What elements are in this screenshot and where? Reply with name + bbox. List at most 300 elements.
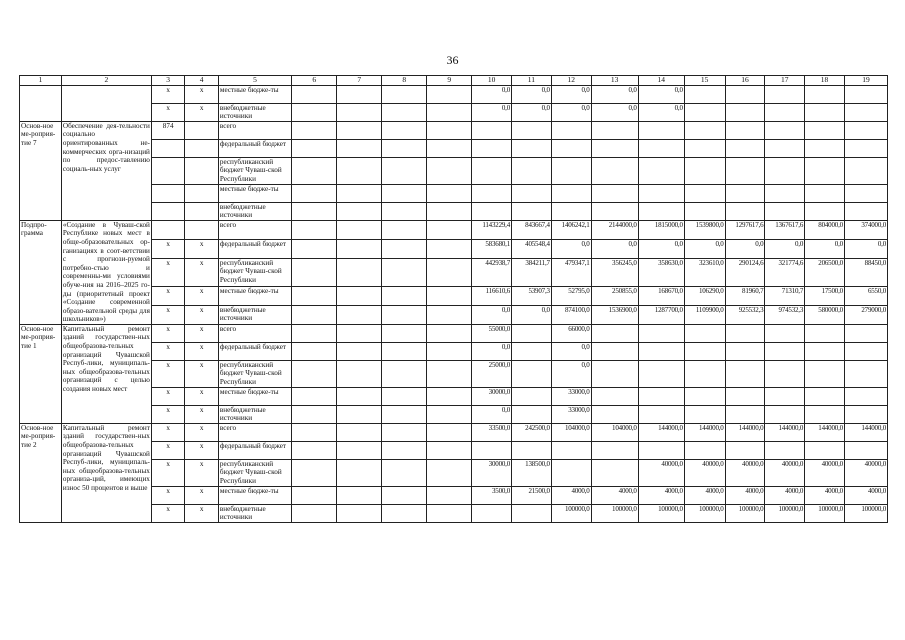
value-cell: 0,0 bbox=[638, 85, 684, 103]
column-header: 2 bbox=[61, 76, 151, 86]
funding-source: федеральный бюджет bbox=[218, 342, 291, 360]
value-cell bbox=[472, 157, 512, 184]
value-cell: 6550,0 bbox=[844, 286, 887, 305]
value-cell bbox=[427, 239, 472, 258]
column-header: 6 bbox=[292, 76, 337, 86]
value-cell bbox=[512, 405, 552, 423]
value-cell bbox=[292, 239, 337, 258]
code-cell: х bbox=[151, 342, 185, 360]
table-row bbox=[20, 324, 888, 342]
value-cell bbox=[512, 387, 552, 405]
value-cell bbox=[684, 342, 725, 360]
value-cell: 116610,6 bbox=[472, 286, 512, 305]
value-cell: 81960,7 bbox=[725, 286, 765, 305]
value-cell: 33000,0 bbox=[551, 405, 591, 423]
value-cell bbox=[292, 486, 337, 504]
funding-source: внебюджетные источники bbox=[218, 202, 291, 220]
value-cell: 40000,0 bbox=[638, 459, 684, 486]
funding-source: местные бюдже-ты bbox=[218, 387, 291, 405]
code-cell bbox=[151, 184, 185, 202]
value-cell bbox=[292, 360, 337, 387]
code-cell: х bbox=[185, 504, 219, 522]
value-cell bbox=[337, 139, 382, 157]
column-header: 4 bbox=[185, 76, 219, 86]
value-cell bbox=[382, 504, 427, 522]
column-header: 18 bbox=[805, 76, 845, 86]
value-cell bbox=[292, 423, 337, 441]
code-cell bbox=[185, 202, 219, 220]
value-cell: 0,0 bbox=[472, 405, 512, 423]
value-cell bbox=[337, 459, 382, 486]
value-cell bbox=[725, 121, 765, 139]
value-cell bbox=[805, 157, 845, 184]
value-cell: 100000,0 bbox=[844, 504, 887, 522]
column-header: 8 bbox=[382, 76, 427, 86]
value-cell bbox=[551, 157, 591, 184]
column-header: 12 bbox=[551, 76, 591, 86]
value-cell: 55000,0 bbox=[472, 324, 512, 342]
value-cell bbox=[337, 103, 382, 121]
value-cell bbox=[382, 157, 427, 184]
value-cell bbox=[551, 121, 591, 139]
value-cell bbox=[591, 157, 638, 184]
value-cell: 0,0 bbox=[472, 342, 512, 360]
code-cell: х bbox=[185, 459, 219, 486]
code-cell: х bbox=[151, 486, 185, 504]
value-cell: 88450,0 bbox=[844, 258, 887, 286]
program-description: «Создание в Чуваш-ской Республике новых мест в обще-образовательных ор-ганизациях в соот-ветствии с прогнози-руемой потребно-стью и современны-ми условиями обуче-ния на 2016–2025 го-ды (приоритетный проект «Создание современной образо-вательной среды для школьников») bbox=[62, 220, 150, 324]
funding-source: местные бюдже-ты bbox=[218, 486, 291, 504]
value-cell bbox=[638, 360, 684, 387]
value-cell bbox=[844, 85, 887, 103]
funding-source: федеральный бюджет bbox=[218, 139, 291, 157]
value-cell bbox=[337, 441, 382, 459]
value-cell: 242500,0 bbox=[512, 423, 552, 441]
program-description: Обеспечение дея-тельности социально ориентированных не-коммерческих орга-низаций по предос-тавлению социаль-ных услуг bbox=[61, 121, 151, 220]
value-cell: 0,0 bbox=[638, 103, 684, 121]
code-cell bbox=[185, 157, 219, 184]
value-cell bbox=[382, 441, 427, 459]
value-cell bbox=[337, 121, 382, 139]
value-cell bbox=[292, 324, 337, 342]
value-cell bbox=[472, 139, 512, 157]
code-cell: х bbox=[151, 286, 185, 305]
value-cell bbox=[337, 423, 382, 441]
value-cell: 144000,0 bbox=[844, 423, 887, 441]
value-cell bbox=[292, 258, 337, 286]
value-cell bbox=[427, 220, 472, 239]
program-label: Основ-ное ме-роприя-тие 7 bbox=[20, 121, 62, 220]
value-cell bbox=[684, 324, 725, 342]
value-cell bbox=[684, 184, 725, 202]
funding-source: местные бюдже-ты bbox=[218, 286, 291, 305]
value-cell bbox=[725, 139, 765, 157]
value-cell bbox=[512, 184, 552, 202]
value-cell bbox=[765, 202, 805, 220]
value-cell bbox=[725, 184, 765, 202]
value-cell bbox=[591, 441, 638, 459]
funding-source: республиканский бюджет Чуваш-ской Республики bbox=[218, 258, 291, 286]
value-cell bbox=[512, 342, 552, 360]
value-cell: 0,0 bbox=[844, 239, 887, 258]
value-cell bbox=[427, 157, 472, 184]
column-header: 7 bbox=[337, 76, 382, 86]
value-cell bbox=[591, 459, 638, 486]
value-cell: 4000,0 bbox=[638, 486, 684, 504]
code-cell: х bbox=[151, 360, 185, 387]
value-cell bbox=[725, 405, 765, 423]
value-cell bbox=[292, 220, 337, 239]
value-cell bbox=[638, 387, 684, 405]
value-cell bbox=[805, 387, 845, 405]
value-cell bbox=[512, 157, 552, 184]
funding-source: федеральный бюджет bbox=[218, 441, 291, 459]
value-cell bbox=[591, 405, 638, 423]
value-cell bbox=[292, 121, 337, 139]
value-cell: 25000,0 bbox=[472, 360, 512, 387]
value-cell: 0,0 bbox=[551, 342, 591, 360]
value-cell bbox=[551, 459, 591, 486]
code-cell: х bbox=[151, 258, 185, 286]
code-cell: х bbox=[185, 423, 219, 441]
value-cell bbox=[512, 202, 552, 220]
value-cell bbox=[684, 121, 725, 139]
funding-source: внебюджетные источники bbox=[218, 305, 291, 324]
value-cell: 4000,0 bbox=[844, 486, 887, 504]
value-cell: 0,0 bbox=[512, 103, 552, 121]
value-cell bbox=[382, 103, 427, 121]
value-cell bbox=[427, 184, 472, 202]
value-cell bbox=[337, 324, 382, 342]
value-cell: 168670,0 bbox=[638, 286, 684, 305]
value-cell: 21500,0 bbox=[512, 486, 552, 504]
value-cell bbox=[472, 184, 512, 202]
value-cell: 144000,0 bbox=[805, 423, 845, 441]
value-cell: 804000,0 bbox=[805, 220, 845, 239]
value-cell bbox=[512, 324, 552, 342]
value-cell bbox=[382, 139, 427, 157]
code-cell: х bbox=[185, 85, 219, 103]
value-cell bbox=[805, 85, 845, 103]
value-cell: 0,0 bbox=[512, 305, 552, 324]
column-header: 13 bbox=[591, 76, 638, 86]
value-cell bbox=[638, 342, 684, 360]
value-cell bbox=[638, 405, 684, 423]
value-cell bbox=[337, 305, 382, 324]
value-cell bbox=[805, 360, 845, 387]
value-cell bbox=[725, 387, 765, 405]
value-cell bbox=[591, 342, 638, 360]
value-cell: 100000,0 bbox=[725, 504, 765, 522]
value-cell: 4000,0 bbox=[805, 486, 845, 504]
value-cell bbox=[337, 184, 382, 202]
code-cell bbox=[185, 184, 219, 202]
value-cell: 138500,0 bbox=[512, 459, 552, 486]
value-cell bbox=[844, 324, 887, 342]
value-cell bbox=[427, 324, 472, 342]
program-description bbox=[61, 85, 151, 121]
value-cell bbox=[725, 157, 765, 184]
value-cell bbox=[472, 504, 512, 522]
code-cell: х bbox=[151, 423, 185, 441]
value-cell: 1815000,0 bbox=[638, 220, 684, 239]
value-cell bbox=[427, 441, 472, 459]
value-cell bbox=[725, 324, 765, 342]
value-cell bbox=[382, 342, 427, 360]
code-cell: х bbox=[185, 441, 219, 459]
value-cell bbox=[427, 202, 472, 220]
column-header: 19 bbox=[844, 76, 887, 86]
value-cell bbox=[337, 202, 382, 220]
value-cell: 33000,0 bbox=[551, 387, 591, 405]
code-cell bbox=[151, 139, 185, 157]
funding-source: местные бюдже-ты bbox=[218, 85, 291, 103]
value-cell bbox=[765, 157, 805, 184]
program-label: Подпро-грамма bbox=[20, 220, 62, 324]
value-cell bbox=[844, 405, 887, 423]
value-cell bbox=[638, 441, 684, 459]
funding-source: всего bbox=[218, 423, 291, 441]
value-cell bbox=[382, 121, 427, 139]
value-cell bbox=[765, 121, 805, 139]
value-cell: 250855,0 bbox=[591, 286, 638, 305]
value-cell: 206500,0 bbox=[805, 258, 845, 286]
value-cell: 405548,4 bbox=[512, 239, 552, 258]
value-cell bbox=[427, 387, 472, 405]
value-cell bbox=[844, 387, 887, 405]
value-cell bbox=[382, 184, 427, 202]
value-cell: 104000,0 bbox=[591, 423, 638, 441]
value-cell bbox=[337, 85, 382, 103]
code-cell: х bbox=[185, 103, 219, 121]
value-cell: 40000,0 bbox=[684, 459, 725, 486]
value-cell bbox=[512, 504, 552, 522]
funding-source: всего bbox=[218, 121, 291, 139]
value-cell bbox=[472, 441, 512, 459]
value-cell bbox=[337, 220, 382, 239]
value-cell bbox=[805, 342, 845, 360]
value-cell bbox=[684, 360, 725, 387]
value-cell bbox=[382, 85, 427, 103]
value-cell bbox=[512, 360, 552, 387]
value-cell: 843667,4 bbox=[512, 220, 552, 239]
value-cell: 40000,0 bbox=[765, 459, 805, 486]
table-row bbox=[20, 85, 888, 103]
code-cell: 874 bbox=[151, 121, 185, 139]
value-cell bbox=[292, 387, 337, 405]
code-cell: х bbox=[185, 387, 219, 405]
value-cell bbox=[765, 405, 805, 423]
value-cell: 1143229,4 bbox=[472, 220, 512, 239]
program-label: Основ-ное ме-роприя-тие 1 bbox=[20, 324, 62, 423]
code-cell: х bbox=[151, 441, 185, 459]
value-cell: 1109900,0 bbox=[684, 305, 725, 324]
value-cell bbox=[292, 459, 337, 486]
value-cell bbox=[427, 121, 472, 139]
funding-source: республиканский бюджет Чуваш-ской Республики bbox=[218, 157, 291, 184]
value-cell bbox=[292, 441, 337, 459]
value-cell bbox=[725, 342, 765, 360]
funding-source: внебюджетные источники bbox=[218, 103, 291, 121]
program-description: Капитальный ремонт зданий государствен-ных общеобразова-тельных организаций Чувашской Респуб-лики, муниципаль-ных общеобразова-тельных организа-ций, имеющих износ 50 процентов и выше bbox=[61, 423, 151, 522]
page-number: 36 bbox=[446, 53, 459, 67]
value-cell: 4000,0 bbox=[765, 486, 805, 504]
value-cell: 479347,1 bbox=[551, 258, 591, 286]
value-cell bbox=[684, 103, 725, 121]
value-cell bbox=[427, 423, 472, 441]
funding-source: всего bbox=[218, 324, 291, 342]
value-cell: 33500,0 bbox=[472, 423, 512, 441]
value-cell bbox=[337, 239, 382, 258]
value-cell: 583680,1 bbox=[472, 239, 512, 258]
value-cell bbox=[805, 202, 845, 220]
funding-source: местные бюдже-ты bbox=[218, 184, 291, 202]
value-cell: 0,0 bbox=[551, 85, 591, 103]
value-cell bbox=[765, 387, 805, 405]
value-cell: 0,0 bbox=[684, 239, 725, 258]
value-cell bbox=[382, 387, 427, 405]
value-cell bbox=[337, 405, 382, 423]
value-cell bbox=[292, 85, 337, 103]
value-cell: 374000,0 bbox=[844, 220, 887, 239]
table-row bbox=[20, 423, 888, 441]
value-cell bbox=[427, 342, 472, 360]
value-cell bbox=[765, 324, 805, 342]
column-header: 9 bbox=[427, 76, 472, 86]
value-cell bbox=[427, 405, 472, 423]
value-cell bbox=[427, 459, 472, 486]
value-cell bbox=[337, 486, 382, 504]
column-header: 5 bbox=[218, 76, 291, 86]
value-cell: 100000,0 bbox=[551, 504, 591, 522]
value-cell: 0,0 bbox=[765, 239, 805, 258]
value-cell: 0,0 bbox=[551, 360, 591, 387]
funding-source: всего bbox=[218, 220, 291, 239]
value-cell bbox=[591, 387, 638, 405]
value-cell bbox=[292, 342, 337, 360]
value-cell: 71310,7 bbox=[765, 286, 805, 305]
value-cell: 106290,0 bbox=[684, 286, 725, 305]
value-cell: 100000,0 bbox=[684, 504, 725, 522]
value-cell bbox=[382, 202, 427, 220]
value-cell bbox=[382, 305, 427, 324]
code-cell: х bbox=[185, 324, 219, 342]
value-cell bbox=[337, 157, 382, 184]
column-header: 11 bbox=[512, 76, 552, 86]
value-cell bbox=[382, 423, 427, 441]
value-cell: 1406242,1 bbox=[551, 220, 591, 239]
value-cell bbox=[337, 342, 382, 360]
value-cell: 4000,0 bbox=[684, 486, 725, 504]
value-cell bbox=[638, 324, 684, 342]
value-cell: 100000,0 bbox=[805, 504, 845, 522]
value-cell bbox=[765, 360, 805, 387]
value-cell bbox=[292, 184, 337, 202]
value-cell bbox=[725, 441, 765, 459]
value-cell: 40000,0 bbox=[805, 459, 845, 486]
value-cell: 1536900,0 bbox=[591, 305, 638, 324]
value-cell bbox=[844, 157, 887, 184]
value-cell bbox=[638, 202, 684, 220]
column-header: 16 bbox=[725, 76, 765, 86]
value-cell bbox=[684, 139, 725, 157]
value-cell bbox=[382, 486, 427, 504]
value-cell bbox=[292, 405, 337, 423]
value-cell: 52795,0 bbox=[551, 286, 591, 305]
value-cell: 442938,7 bbox=[472, 258, 512, 286]
value-cell bbox=[427, 504, 472, 522]
value-cell: 0,0 bbox=[591, 103, 638, 121]
code-cell: х bbox=[185, 342, 219, 360]
value-cell: 356245,0 bbox=[591, 258, 638, 286]
value-cell bbox=[427, 103, 472, 121]
value-cell bbox=[292, 305, 337, 324]
funding-source: федеральный бюджет bbox=[218, 239, 291, 258]
value-cell: 0,0 bbox=[512, 85, 552, 103]
value-cell bbox=[805, 324, 845, 342]
value-cell bbox=[337, 387, 382, 405]
value-cell bbox=[292, 202, 337, 220]
code-cell: х bbox=[185, 486, 219, 504]
value-cell bbox=[292, 157, 337, 184]
value-cell: 1297617,6 bbox=[725, 220, 765, 239]
value-cell bbox=[684, 202, 725, 220]
value-cell bbox=[337, 360, 382, 387]
value-cell bbox=[805, 405, 845, 423]
value-cell bbox=[591, 121, 638, 139]
value-cell: 1539800,0 bbox=[684, 220, 725, 239]
value-cell bbox=[382, 459, 427, 486]
value-cell: 100000,0 bbox=[765, 504, 805, 522]
column-header: 3 bbox=[151, 76, 185, 86]
value-cell bbox=[292, 103, 337, 121]
value-cell bbox=[382, 239, 427, 258]
value-cell bbox=[382, 324, 427, 342]
code-cell: х bbox=[151, 239, 185, 258]
value-cell: 17500,0 bbox=[805, 286, 845, 305]
value-cell: 0,0 bbox=[472, 305, 512, 324]
table-row bbox=[20, 220, 888, 239]
funding-source: внебюджетные источники bbox=[218, 405, 291, 423]
value-cell: 0,0 bbox=[591, 85, 638, 103]
value-cell bbox=[765, 342, 805, 360]
value-cell bbox=[512, 441, 552, 459]
code-cell bbox=[151, 220, 185, 239]
code-cell: х bbox=[185, 286, 219, 305]
value-cell bbox=[805, 184, 845, 202]
value-cell: 40000,0 bbox=[844, 459, 887, 486]
program-description: Капитальный ремонт зданий государствен-ных общеобразова-тельных организаций Чувашской Респуб-лики, муниципаль-ных общеобразова-тельных организаций с целью создания новых мест bbox=[61, 324, 151, 423]
code-cell: х bbox=[151, 504, 185, 522]
value-cell bbox=[725, 103, 765, 121]
funding-source: внебюджетные источники bbox=[218, 504, 291, 522]
funding-source: республиканский бюджет Чуваш-ской Республики bbox=[218, 360, 291, 387]
value-cell: 144000,0 bbox=[638, 423, 684, 441]
code-cell bbox=[185, 121, 219, 139]
code-cell: х bbox=[151, 305, 185, 324]
value-cell bbox=[684, 157, 725, 184]
value-cell bbox=[725, 202, 765, 220]
value-cell bbox=[427, 305, 472, 324]
value-cell bbox=[551, 441, 591, 459]
value-cell bbox=[591, 324, 638, 342]
value-cell bbox=[427, 360, 472, 387]
value-cell: 321774,6 bbox=[765, 258, 805, 286]
value-cell bbox=[638, 184, 684, 202]
code-cell: х bbox=[151, 405, 185, 423]
value-cell: 0,0 bbox=[591, 239, 638, 258]
code-cell: х bbox=[151, 85, 185, 103]
